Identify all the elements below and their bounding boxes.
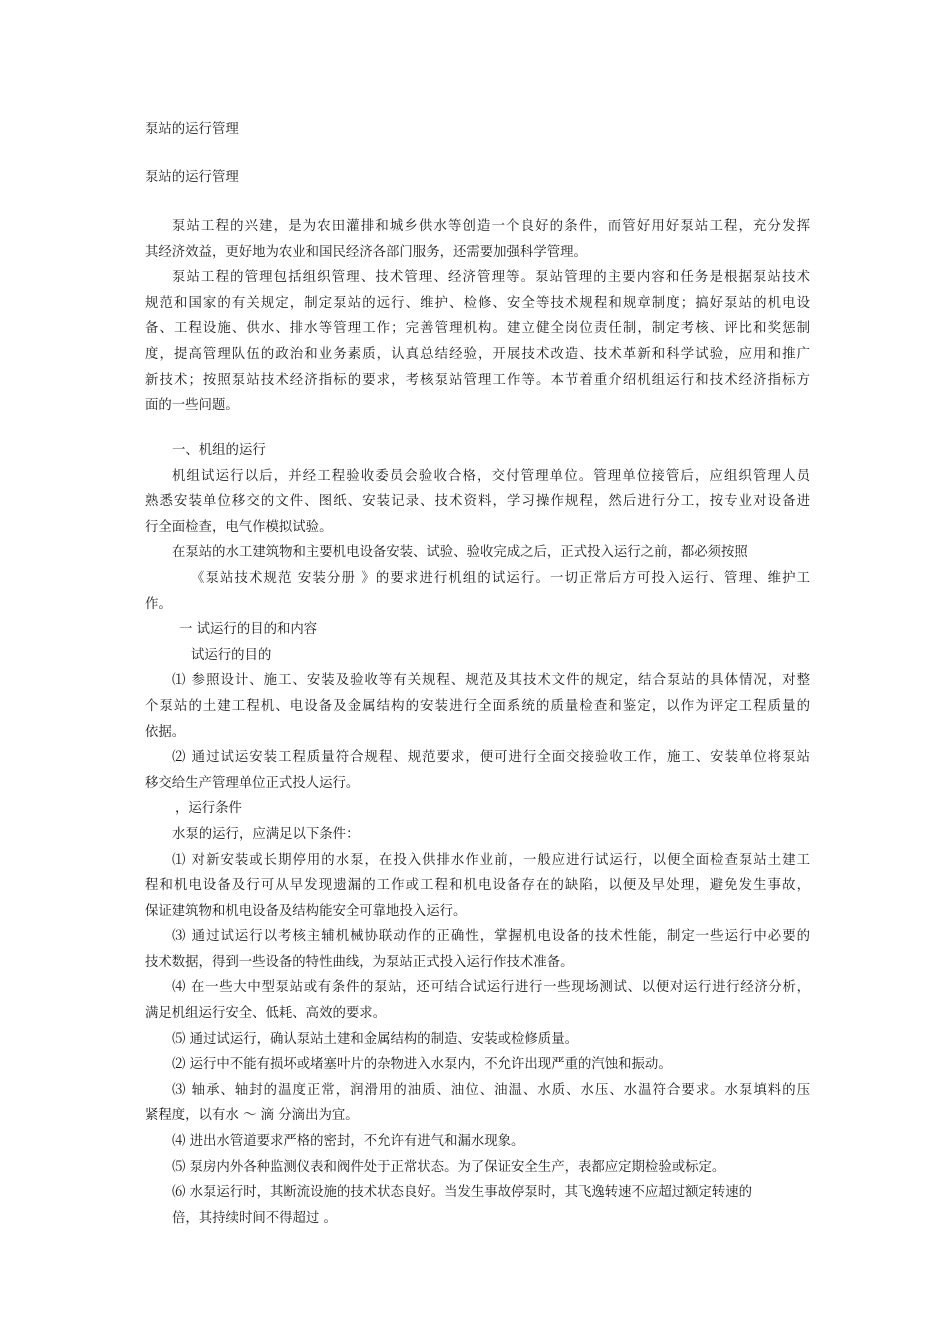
text-line: 依据。: [145, 724, 186, 740]
text-line: 面的一些问题。: [145, 398, 239, 414]
text-line: 机组试运行以后，并经工程验收委员会验收合格，交付管理单位。管理单位接管后，应组织管理人员: [172, 468, 810, 484]
text-line: ⑴ 对新安装或长期停用的水泵，在投入供排水作业前，一般应进行试运行，以便全面检查泵站土建工: [172, 852, 810, 868]
text-line: 其经济效益，更好地为农业和国民经济各部门服务，还需要加强科学管理。: [145, 244, 587, 260]
text-line: 满足机组运行安全、低耗、高效的要求。: [145, 1006, 387, 1022]
text-line: ⑷ 在一些大中型泵站或有条件的泵站，还可结合试运行进行一些现场测试、以便对运行进行经济分析，: [172, 980, 810, 996]
text-line: 个泵站的土建工程机、电设备及金属结构的安装进行全面系统的质量检查和鉴定，以作为评定工程质量的: [145, 698, 810, 714]
text-block: [145, 438, 810, 1231]
text-line: 作。: [145, 596, 172, 612]
text-line: ⑹ 水泵运行时，其断流设施的技术状态良好。当发生事故停泵时，其飞逸转速不应超过额定转速的: [172, 1185, 753, 1201]
text-line: ⑶ 轴承、轴封的温度正常，润滑用的油质、油位、油温、水质、水压、水温符合要求。水泵填料的压: [172, 1082, 810, 1098]
text-line: 技术数据，得到一些设备的特性曲线，为泵站正式投入运行作技术准备。: [145, 954, 574, 970]
text-line: 水泵的运行，应满足以下条件：: [172, 826, 360, 842]
text-line: 新技术；按照泵站技术经济指标的要求，考核泵站管理工作等。本节着重介绍机组运行和技术经济指标方: [145, 372, 810, 388]
text-line: 一 试运行的目的和内容: [179, 622, 318, 638]
text-line: 行全面检查，电气作模拟试验。: [145, 519, 333, 535]
text-line: 一、机组的运行: [172, 443, 266, 458]
doc-title-1: 泵站的运行管理: [145, 122, 239, 137]
text-line: ⑷ 进出水管道要求严格的密封，不允许有进气和漏水现象。: [172, 1134, 525, 1150]
text-line: 泵站工程的兴建，是为农田灌排和城乡供水等创造一个良好的条件，而管好用好泵站工程，充分发挥: [172, 219, 810, 234]
text-line: 试运行的目的: [191, 647, 272, 663]
text-line: 度，提高管理队伍的政治和业务素质，认真总结经验，开展技术改造、技术革新和科学试验，应用和推广: [145, 346, 810, 362]
text-line: ，运行条件: [175, 801, 242, 817]
text-line: 保证建筑物和机电设备及结构能安全可靠地投入运行。: [145, 903, 467, 919]
text-line: 规范和国家的有关规定，制定泵站的远行、维护、检修、安全等技术规程和规章制度；搞好泵站的机电设: [145, 295, 810, 311]
text-block: [145, 214, 810, 419]
text-line: ⑵ 通过试运安装工程质量符合规程、规范要求，便可进行全面交接验收工作，施工、安装单位将泵站: [172, 750, 810, 766]
text-line: 备、工程设施、供水、排水等管理工作；完善管理机构。建立健全岗位责任制，制定考核、评比和奖惩制: [145, 321, 810, 337]
text-line: 倍，其持续时间不得超过 。: [172, 1210, 337, 1226]
text-line: 泵站工程的管理包括组织管理、技术管理、经济管理等。泵站管理的主要内容和任务是根据泵站技术: [172, 270, 810, 286]
doc-title-2: 泵站的运行管理: [145, 170, 239, 185]
text-line: 移交给生产管理单位正式投人运行。: [145, 775, 360, 791]
text-line: ⑸ 通过试运行，确认泵站土建和金属结构的制造、安装或检修质量。: [172, 1031, 578, 1047]
text-line: ⑶ 通过试运行以考核主辅机械协联动作的正确性，掌握机电设备的技术性能，制定一些运行中必要的: [172, 929, 810, 945]
text-line: 程和机电设备及行可从早发现遗漏的工作或工程和机电设备存在的缺陷，以便及早处理，避免发生事故，: [145, 878, 810, 894]
text-line: 紧程度，以有水 ～ 滴 分滴出为宜。: [145, 1108, 359, 1124]
text-line: ⑵ 运行中不能有损坏或堵塞叶片的杂物进入水泵内，不允许出现严重的汽蚀和振动。: [172, 1057, 672, 1073]
text-line: ⑸ 泵房内外各种监测仪表和阀件处于正常状态。为了保证安全生产，表都应定期检验或标定。: [172, 1159, 726, 1175]
text-line: 《泵站技术规范 安装分册 》的要求进行机组的试运行。一切正常后方可投入运行、管理、维护工: [191, 570, 810, 586]
text-line: 熟悉安装单位移交的文件、图纸、安装记录、技术资料，学习操作规程，然后进行分工，按专业对设备进: [145, 494, 810, 510]
text-line: ⑴ 参照设计、施工、安装及验收等有关规程、规范及其技术文件的规定，结合泵站的具体情况，对整: [172, 673, 810, 689]
text-line: 在泵站的水工建筑物和主要机电设备安装、试验、验收完成之后，正式投入运行之前，都必须按照: [172, 545, 748, 561]
